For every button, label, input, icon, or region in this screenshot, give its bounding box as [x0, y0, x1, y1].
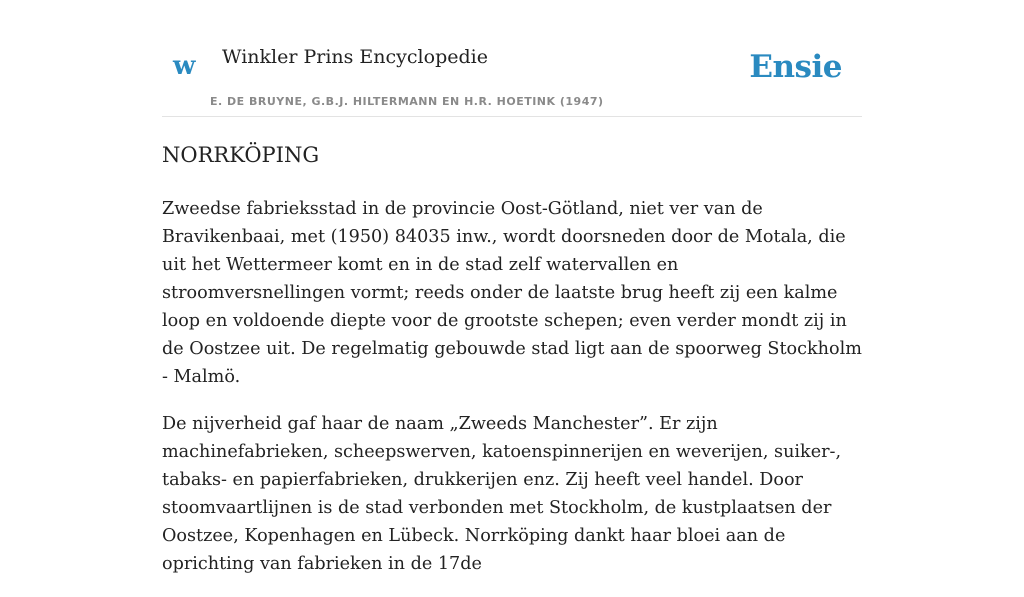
- paragraph: Zweedse fabrieksstad in de provincie Oost-Götland, niet ver van de Bravikenbaai, met (1950) 84035 inw., wordt doorsneden door de Motala, die uit het Wettermeer komt en in de stad zelf watervallen en stroomversnellingen vormt; reeds onder de laatste brug heeft zij een kalme loop en voldoende diepte voor de grootste schepen; even verder mondt zij in de Oostzee uit. De regelmatig gebouwde stad ligt aan de spoorweg Stockholm - Malmö.: [162, 199, 862, 387]
- header: [162, 0, 862, 117]
- book-title-link[interactable]: Winkler Prins Encyclopedie: [222, 46, 488, 68]
- ensie-logo[interactable]: Ensie: [749, 49, 842, 85]
- authors-credit: E. DE BRUYNE, G.B.J. HILTERMANN EN H.R. HOETINK (1947): [210, 95, 604, 108]
- article: [162, 140, 862, 597]
- paragraph: De nijverheid gaf haar de naam „Zweeds Manchester”. Er zijn machinefabrieken, scheepswerven, katoenspinnerijen en weverijen, suiker-, tabaks- en papierfabrieken, drukkerijen enz. Zij heeft veel handel. Door stoomvaartlijnen is de stad verbonden met Stockholm, de kustplaatsen der Oostzee, Kopenhagen en Lübeck. Norrköping dankt haar bloei aan de oprichting van fabrieken in de 17de: [162, 414, 842, 574]
- logo-w-icon[interactable]: w: [173, 51, 196, 81]
- entry-title: NORRKÖPING: [162, 143, 320, 167]
